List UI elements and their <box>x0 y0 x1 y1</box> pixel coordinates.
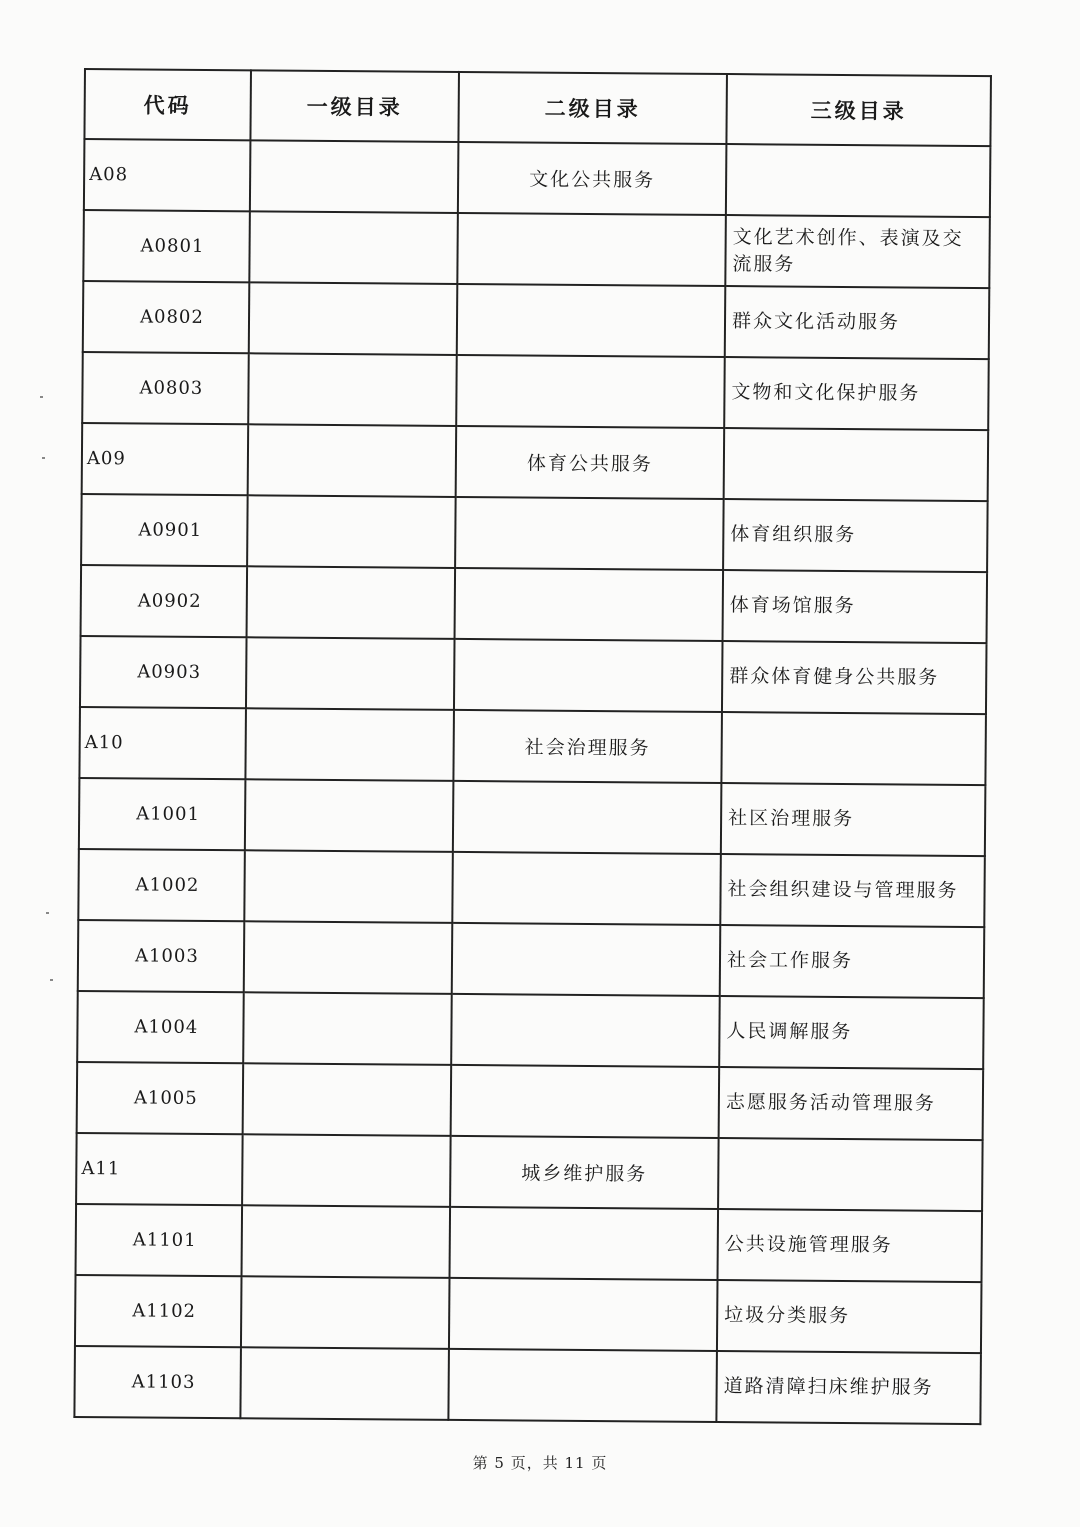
level3-cell <box>718 1138 983 1211</box>
level3-cell: 道路清障扫床维护服务 <box>716 1351 981 1424</box>
table-row <box>78 849 985 927</box>
code-cell: A1002 <box>78 849 245 921</box>
code-cell: A1001 <box>79 778 246 850</box>
table-row <box>77 991 984 1069</box>
table-row <box>78 920 985 998</box>
level1-cell <box>244 850 453 923</box>
table-row <box>79 778 986 856</box>
level1-cell <box>244 921 453 994</box>
header-level3: 三级目录 <box>726 74 991 146</box>
code-cell: A11 <box>76 1133 243 1205</box>
service-catalog-table <box>73 68 992 1425</box>
level3-cell <box>721 712 986 785</box>
level1-cell <box>245 779 454 852</box>
level3-cell: 志愿服务活动管理服务 <box>719 1067 984 1140</box>
level3-cell: 体育场馆服务 <box>723 570 988 643</box>
code-cell: A0902 <box>81 565 248 637</box>
header-code: 代码 <box>84 69 251 140</box>
table-row <box>74 1346 981 1424</box>
level3-cell: 人民调解服务 <box>719 996 984 1069</box>
table-row <box>79 707 986 785</box>
level1-cell <box>245 708 454 781</box>
table-row <box>81 565 988 643</box>
level1-cell <box>247 566 456 639</box>
code-cell: A1005 <box>77 1062 244 1134</box>
code-cell: A08 <box>84 139 251 211</box>
level2-cell: 社会治理服务 <box>453 710 722 783</box>
table-body <box>74 139 990 1424</box>
level2-cell <box>452 923 721 996</box>
level1-cell <box>241 1276 450 1349</box>
table-row <box>75 1275 982 1353</box>
table-row <box>77 1062 984 1140</box>
header-level2: 二级目录 <box>458 72 727 144</box>
table-row <box>83 210 990 288</box>
level3-cell: 文化艺术创作、表演及交流服务 <box>725 215 990 288</box>
level1-cell <box>247 495 456 568</box>
level2-cell <box>449 1278 718 1351</box>
level3-cell: 社会组织建设与管理服务 <box>720 854 985 927</box>
level2-cell <box>456 355 725 428</box>
level3-cell: 公共设施管理服务 <box>718 1209 983 1282</box>
level2-cell <box>457 213 726 286</box>
code-cell: A09 <box>82 423 249 495</box>
level2-cell <box>452 852 721 925</box>
level3-cell: 社区治理服务 <box>721 783 986 856</box>
level2-cell <box>451 994 720 1067</box>
scan-speck <box>50 979 53 981</box>
table-row <box>76 1204 983 1282</box>
level2-cell <box>457 284 726 357</box>
level3-cell: 群众文化活动服务 <box>725 286 990 359</box>
table-row <box>84 139 991 217</box>
level2-cell: 文化公共服务 <box>458 142 727 215</box>
header-level1: 一级目录 <box>250 70 459 142</box>
page-number: 第 5 页，共 11 页 <box>472 1454 608 1472</box>
level3-cell <box>724 428 989 501</box>
level1-cell <box>250 140 459 213</box>
scan-speck <box>40 396 43 398</box>
level1-cell <box>242 1205 451 1278</box>
code-cell: A0901 <box>81 494 248 566</box>
level3-cell: 群众体育健身公共服务 <box>722 641 987 714</box>
scan-speck <box>42 457 45 459</box>
level1-cell <box>243 1063 452 1136</box>
level2-cell <box>451 1065 720 1138</box>
level2-cell: 体育公共服务 <box>456 426 725 499</box>
level2-cell <box>455 497 724 570</box>
level3-cell: 社会工作服务 <box>720 925 985 998</box>
code-cell: A0801 <box>83 210 250 282</box>
level1-cell <box>246 637 455 710</box>
level3-cell: 垃圾分类服务 <box>717 1280 982 1353</box>
level2-cell <box>450 1207 719 1280</box>
table-row <box>76 1133 983 1211</box>
level1-cell <box>248 424 457 497</box>
level1-cell <box>240 1347 449 1420</box>
level1-cell <box>243 992 452 1065</box>
level2-cell: 城乡维护服务 <box>450 1136 719 1209</box>
code-cell: A0803 <box>82 352 249 424</box>
table-row <box>83 281 990 359</box>
level3-cell <box>726 144 991 217</box>
code-cell: A0903 <box>80 636 247 708</box>
code-cell: A1103 <box>74 1346 241 1418</box>
table-row <box>82 352 989 430</box>
level3-cell: 文物和文化保护服务 <box>724 357 989 430</box>
code-cell: A1004 <box>77 991 244 1063</box>
code-cell: A10 <box>79 707 246 779</box>
code-cell: A1101 <box>76 1204 243 1276</box>
level1-cell <box>242 1134 451 1207</box>
level2-cell <box>448 1349 717 1422</box>
table-header-row <box>84 69 991 146</box>
level2-cell <box>455 568 724 641</box>
scan-speck <box>46 912 49 914</box>
table-row <box>82 423 989 501</box>
level3-cell: 体育组织服务 <box>723 499 988 572</box>
code-cell: A0802 <box>83 281 250 353</box>
level1-cell <box>248 353 457 426</box>
level1-cell <box>249 282 458 355</box>
level1-cell <box>249 211 458 284</box>
level2-cell <box>454 639 723 712</box>
code-cell: A1102 <box>75 1275 242 1347</box>
table-row <box>80 636 987 714</box>
level2-cell <box>453 781 722 854</box>
table-row <box>81 494 988 572</box>
code-cell: A1003 <box>78 920 245 992</box>
